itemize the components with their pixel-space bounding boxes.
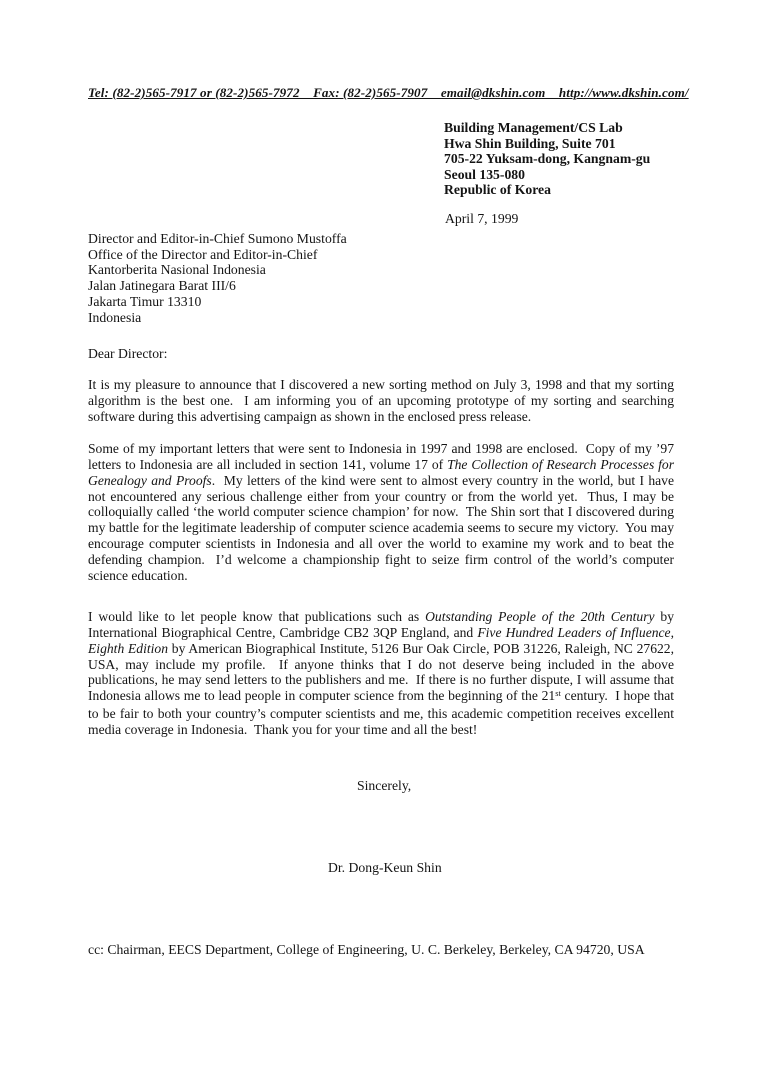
sender-address-line: 705-22 Yuksam-dong, Kangnam-gu <box>444 151 651 167</box>
body-paragraph-1: It is my pleasure to announce that I discovered a new sorting method on July 3, 1998 and that my sorting algorithm is the best one. I am informing you of an upcoming prototype of my sorting and searching software during this advertising campaign as shown in the enclosed press release. <box>88 377 674 424</box>
recipient-address-block <box>88 231 347 325</box>
recipient-address-line: Jalan Jatinegara Barat III/6 <box>88 278 236 294</box>
recipient-address-line: Kantorberita Nasional Indonesia <box>88 262 266 278</box>
signature-name: Dr. Dong-Keun Shin <box>328 860 442 875</box>
letterhead-contact-line: Tel: (82-2)565-7917 or (82-2)565-7972 Fax: (82-2)565-7907 email@dkshin.com http://www.dkshin.com/ <box>88 85 689 100</box>
closing: Sincerely, <box>357 778 412 793</box>
sender-address-line: Republic of Korea <box>444 182 551 198</box>
sender-address-line: Seoul 135-080 <box>444 166 525 182</box>
cc-line: cc: Chairman, EECS Department, College of Engineering, U. C. Berkeley, Berkeley, CA 94720, USA <box>88 942 645 957</box>
body-paragraph-3: I would like to let people know that publications such as Outstanding People of the 20th Century by International Biographical Centre, Cambridge CB2 3QP England, and Five Hundred Leaders of Influence, Eighth Edition by American Biographical Institute, 5126 Bur Oak Circle, POB 31226, Raleigh, NC 27622, USA, may include my profile. If anyone thinks that I do not deserve being included in the above publications, he may send letters to the publishers and me. If there is no further dispute, I will assume that Indonesia allows me to lead people in computer science from the beginning of the 21st century. I hope that to be fair to both your country’s computer scientists and me, this academic competition receives excellent media coverage in Indonesia. Thank you for your time and all the best! <box>88 609 675 737</box>
recipient-address-line: Jakarta Timur 13310 <box>88 293 202 309</box>
body-paragraph-2: Some of my important letters that were sent to Indonesia in 1997 and 1998 are enclosed. Copy of my ’97 letters to Indonesia are all included in section 141, volume 17 of The Collection of Research Processes for Genealogy and Proofs. My letters of the kind were sent to almost every country in the world, but I have not encountered any serious challenge either from your country or from the world yet. Thus, I may be colloquially called ‘the world computer science champion’ for now. The Shin sort that I discovered during my battle for the legitimate leadership of computer science academia seems to secure my victory. You may encourage computer scientists in Indonesia and all over the world to examine my work and to beat the defending champion. I’d welcome a championship fight to seize firm control of the world’s computer science education. <box>88 441 675 583</box>
salutation: Dear Director: <box>88 346 168 361</box>
recipient-address-line: Indonesia <box>88 309 142 325</box>
recipient-address-line: Director and Editor-in-Chief Sumono Mustoffa <box>88 231 347 246</box>
sender-address-block <box>444 120 650 198</box>
recipient-address-line: Office of the Director and Editor-in-Chief <box>88 246 318 262</box>
date-line: April 7, 1999 <box>445 211 519 226</box>
sender-address-line: Hwa Shin Building, Suite 701 <box>444 135 616 151</box>
sender-address-line: Building Management/CS Lab <box>444 120 623 135</box>
